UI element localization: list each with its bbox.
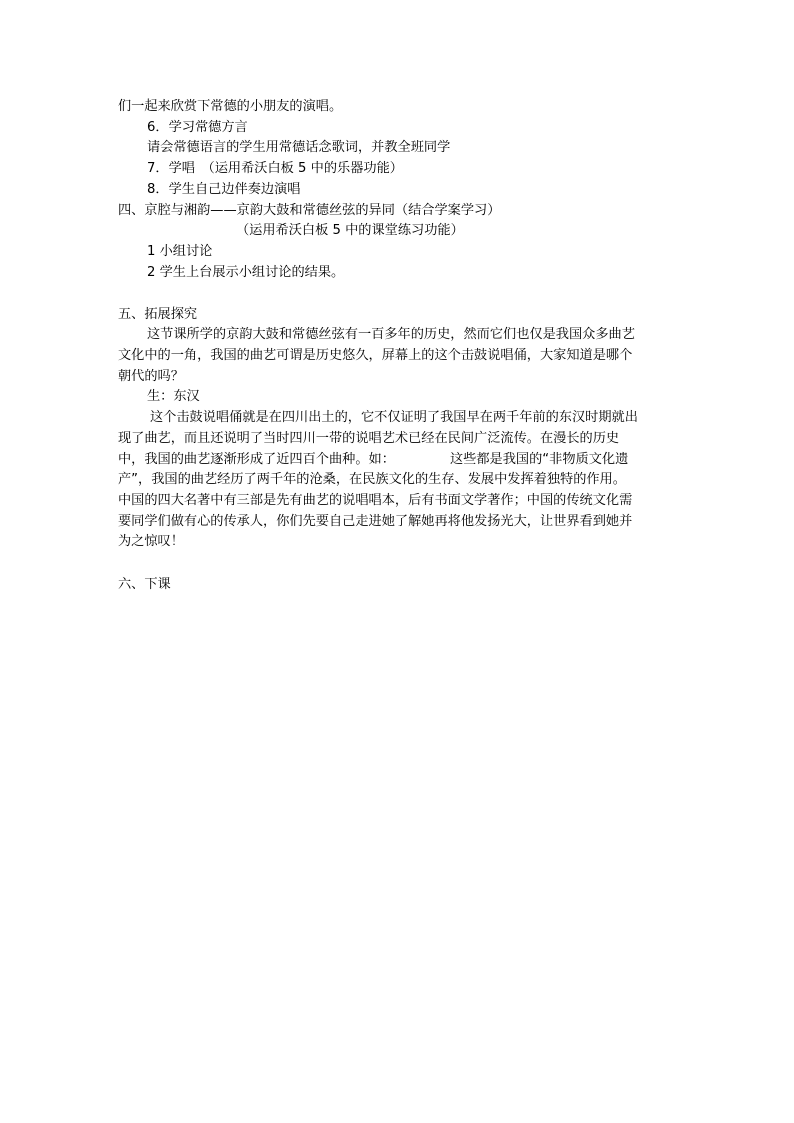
section-heading: 六、下课	[118, 577, 171, 592]
text-line: （运用希沃白板 5 中的课堂练习功能）	[236, 223, 464, 238]
paragraph-line: 为之惊叹！	[118, 534, 184, 549]
text-line: 请会常德语言的学生用常德话念歌词，并教全班同学	[147, 140, 451, 155]
list-item: 8．学生自己边伴奏边演唱	[147, 182, 301, 197]
section-heading: 五、拓展探究	[118, 307, 198, 322]
paragraph-line: 这节课所学的京韵大鼓和常德丝弦有一百多年的历史，然而它们也仅是我国众多曲艺	[147, 327, 635, 342]
paragraph-line: 现了曲艺，而且还说明了当时四川一带的说唱艺术已经在民间广泛流传。在漫长的历史	[118, 431, 620, 446]
paragraph-line: 文化中的一角，我国的曲艺可谓是历史悠久，屏幕上的这个击鼓说唱俑，大家知道是哪个	[118, 348, 633, 363]
paragraph-line: 这些都是我国的“非物质文化遗	[450, 452, 629, 467]
paragraph-line: 中国的四大名著中有三部是先有曲艺的说唱唱本，后有书面文学著作；中国的传统文化需	[118, 493, 633, 508]
text-line: 们一起来欣赏下常德的小朋友的演唱。	[118, 99, 343, 114]
text-line: 生：东汉	[147, 389, 200, 404]
paragraph-line: 产”，我国的曲艺经历了两千年的沧桑，在民族文化的生存、发展中发挥着独特的作用。	[118, 472, 626, 487]
paragraph-line: 要同学们做有心的传承人，你们先要自己走进她了解她再将他发扬光大，让世界看到她并	[118, 514, 633, 529]
list-item: 7．学唱 （运用希沃白板 5 中的乐器功能）	[147, 161, 403, 176]
list-item: 6．学习常德方言	[147, 120, 248, 135]
paragraph-line: 中，我国的曲艺逐渐形成了近四百个曲种。如：	[118, 452, 395, 467]
paragraph-line: 朝代的吗？	[118, 369, 184, 384]
list-item: 1 小组讨论	[147, 244, 213, 259]
section-heading: 四、京腔与湘韵——京韵大鼓和常德丝弦的异同（结合学案学习）	[118, 203, 501, 218]
paragraph-line: 这个击鼓说唱俑就是在四川出土的，它不仅证明了我国早在两千年前的东汉时期就出	[150, 410, 638, 425]
list-item: 2 学生上台展示小组讨论的结果。	[147, 265, 345, 280]
